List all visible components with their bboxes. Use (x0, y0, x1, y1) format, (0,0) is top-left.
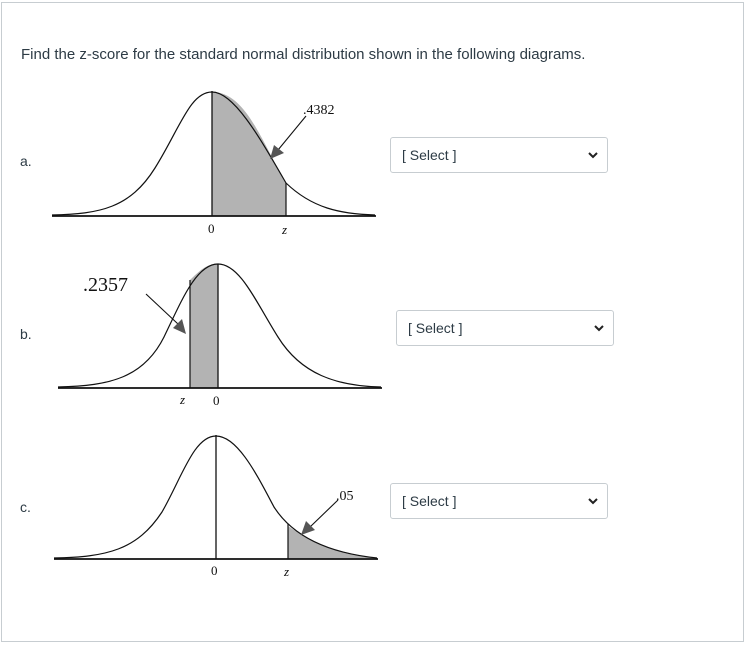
zero-tick-b: 0 (213, 393, 220, 408)
chevron-down-icon (587, 495, 599, 507)
part-label-b: b. (20, 326, 32, 342)
z-tick-b: z (180, 392, 186, 407)
part-label-c: c. (20, 499, 31, 515)
arrow-pointer-icon (301, 500, 338, 535)
select-value-b: [ Select ] (408, 320, 463, 336)
area-label-c: .05 (336, 489, 354, 504)
select-value-a: [ Select ] (402, 147, 457, 163)
answer-select-b[interactable] (396, 310, 614, 346)
shaded-region-c (288, 526, 377, 559)
answer-select-c[interactable] (390, 483, 608, 519)
zero-tick-c: 0 (211, 563, 218, 578)
zero-tick-a: 0 (208, 221, 215, 236)
arrow-pointer-icon (270, 116, 306, 159)
chevron-down-icon (593, 322, 605, 334)
shaded-region-b (190, 264, 218, 388)
arrow-pointer-icon (146, 294, 186, 334)
z-tick-c: z (284, 564, 290, 579)
select-value-c: [ Select ] (402, 493, 457, 509)
normal-curve-diagram-a (50, 88, 380, 238)
z-tick-a: z (282, 222, 288, 237)
chevron-down-icon (587, 149, 599, 161)
area-label-b: .2357 (83, 274, 128, 296)
question-prompt: Find the z-score for the standard normal distribution shown in the following diagrams. (21, 46, 586, 63)
area-label-a: .4382 (303, 103, 335, 118)
normal-curve-diagram-c (52, 432, 382, 582)
normal-curve-diagram-b (56, 262, 386, 412)
part-label-a: a. (20, 153, 32, 169)
answer-select-a[interactable] (390, 137, 608, 173)
